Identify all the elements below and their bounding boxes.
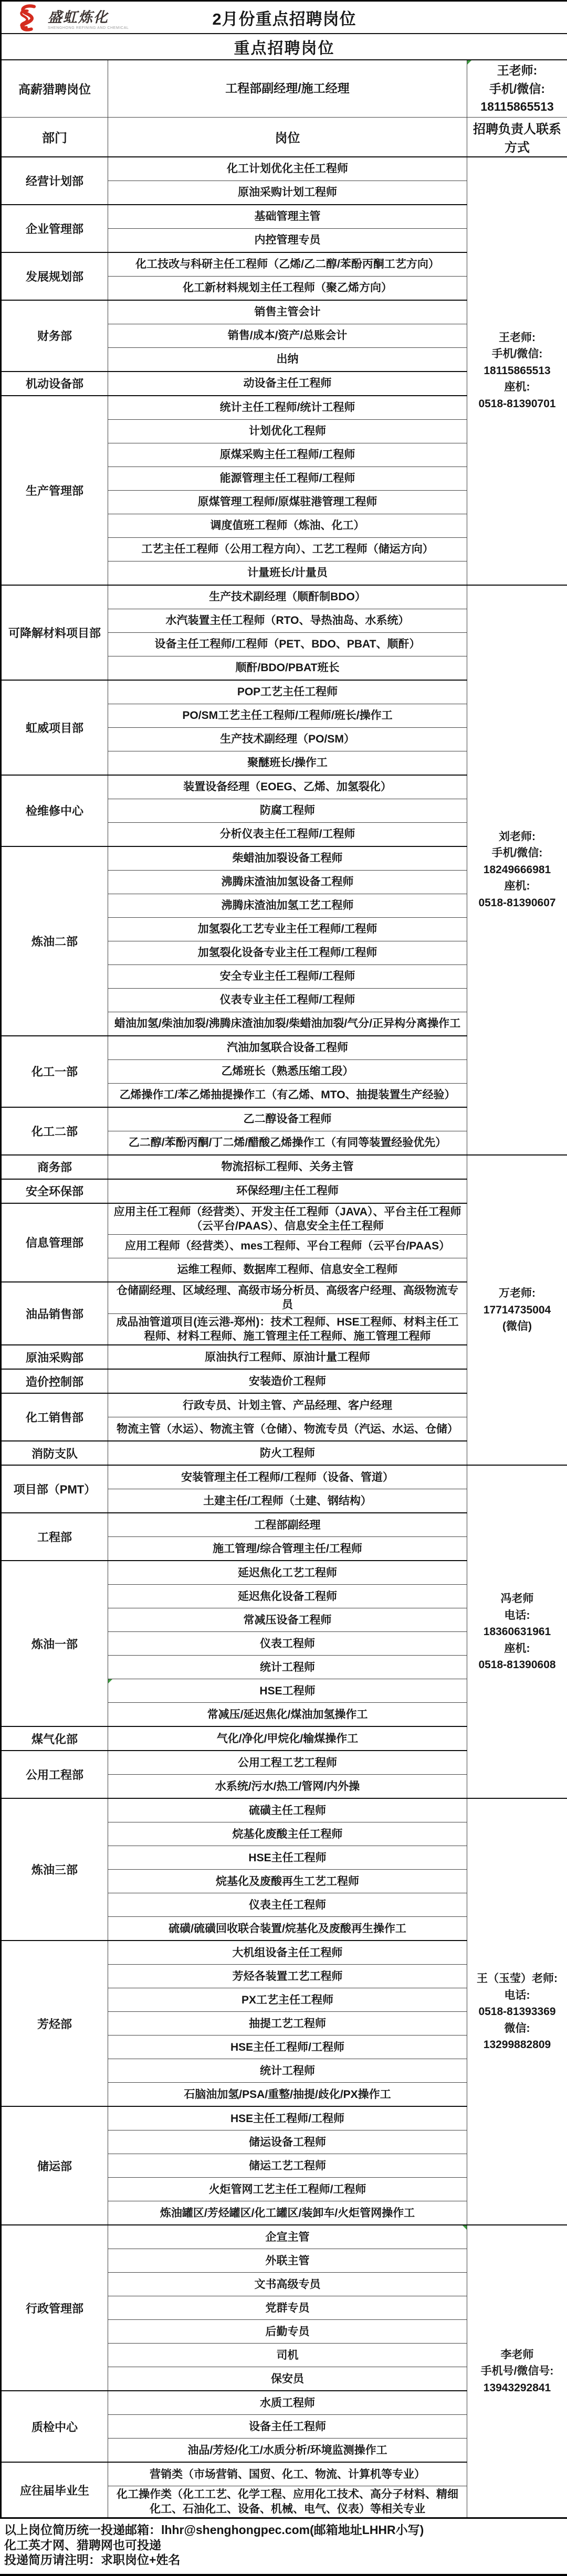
position-cell: 统计主任工程师/统计工程师 [108,396,467,420]
company-tagline: SHENGHONG REFINING AND CHEMICAL [48,26,129,30]
position-cell: 保安员 [108,2367,467,2391]
position-cell: 防腐工程师 [108,799,467,822]
position-cell: 司机 [108,2344,467,2367]
position-cell: 水系统/污水/热工/管网/内外操 [108,1775,467,1799]
position-cell: 化工操作类（化工工艺、化学工程、应用化工技术、高分子材料、精细化工、石油化工、设备、机械、电气、仪表）等相关专业 [108,2486,467,2518]
position-cell: 石脑油加氢/PSA/重整/抽提/歧化/PX操作工 [108,2083,467,2107]
contact-line: 手机/微信: [470,845,564,862]
position-cell: 统计工程师 [108,2059,467,2083]
position-cell: 常减压/延迟焦化/煤油加氢操作工 [108,1703,467,1727]
position-cell: 油品/芳烃/化工/水质分析/环境监测操作工 [108,2439,467,2463]
dept-cell: 商务部 [1,1155,108,1179]
position-cell: 施工管理/综合管理主任/工程师 [108,1537,467,1561]
position-cell: 销售/成本/资产/总账会计 [108,324,467,347]
contact-cell [467,2225,567,2518]
position-cell: 仪表专业主任工程师/工程师 [108,988,467,1012]
contact-line: 0518-81390701 [470,396,564,412]
col-header-dept: 部门 [1,117,108,157]
contact-line: 王（玉莹）老师: [470,1970,564,1987]
contact-line: 0518-81390607 [470,895,564,911]
position-cell: 乙烯班长（熟悉压缩工段） [108,1059,467,1083]
position-cell: 销售主管会计 [108,300,467,324]
position-cell: 安全专业主任工程师/工程师 [108,964,467,988]
position-cell: 气化/净化/甲烷化/输煤操作工 [108,1726,467,1751]
position-cell: 加氢裂化设备专业主任工程师/工程师 [108,941,467,964]
footer-line: 投递简历请注明：求职岗位+姓名 [4,2552,563,2568]
column-header-row [1,117,567,157]
position-cell: 水质工程师 [108,2391,467,2415]
position-cell: 计量班长/计量员 [108,561,467,585]
position-cell: 烷基化及废酸再生工艺工程师 [108,1870,467,1893]
position-cell: 原油执行工程师、原油计量工程师 [108,1345,467,1369]
position-cell: 防火工程师 [108,1441,467,1465]
position-cell: 工程部副经理/施工经理 [108,60,467,117]
dept-cell: 财务部 [1,300,108,372]
position-cell: 计划优化工程师 [108,419,467,443]
contact-line: 手机/微信: [470,80,564,98]
contact-line: 18115865513 [470,98,564,116]
contact-line: 18249666981 [470,862,564,878]
position-cell: 乙二醇/苯酚丙酮/丁二烯/醋酸乙烯操作工（有同等装置经验优先） [108,1131,467,1155]
position-cell: 芳烃各装置工艺工程师 [108,1965,467,1988]
position-cell: HSE主任工程师/工程师 [108,2106,467,2130]
position-cell: 聚醚班长/操作工 [108,751,467,775]
dept-cell: 企业管理部 [1,205,108,252]
dept-cell: 检维修中心 [1,775,108,846]
excel-flag-icon [463,2225,467,2230]
position-cell: 行政专员、计划主管、产品经理、客户经理 [108,1393,467,1417]
position-cell: 分析仪表主任工程师/工程师 [108,822,467,846]
position-cell: PX工艺主任工程师 [108,1988,467,2012]
position-cell: 储运设备工程师 [108,2130,467,2154]
section-title: 重点招聘岗位 [1,34,567,60]
table-row [1,1798,567,1822]
dept-cell: 储运部 [1,2106,108,2225]
table-row [1,1155,567,1179]
position-cell: 炼油罐区/芳烃罐区/化工罐区/装卸车/火炬管网操作工 [108,2201,467,2225]
position-cell: POP工艺主任工程师 [108,680,467,704]
position-cell: 化工新材料规划主任工程师（聚乙烯方向） [108,276,467,300]
position-cell: 延迟焦化工艺工程师 [108,1561,467,1585]
contact-line: 李老师 [470,2347,564,2363]
dept-cell: 芳烃部 [1,1941,108,2106]
position-cell: 党群专员 [108,2296,467,2320]
position-cell: 仪表主任工程师 [108,1893,467,1917]
position-cell: 后勤专员 [108,2320,467,2344]
contact-line: 座机: [470,1640,564,1657]
position-cell: 加氢裂化工艺专业主任工程师/工程师 [108,917,467,941]
footer-notes [0,2519,567,2576]
contact-line: 0518-81390608 [470,1657,564,1673]
position-cell: HSE主任工程师/工程师 [108,2036,467,2059]
position-cell: 沸腾床渣油加氢工艺工程师 [108,894,467,917]
contact-line: 13299882809 [470,2037,564,2053]
dept-cell: 炼油二部 [1,846,108,1036]
contact-line: 手机号/微信号: [470,2363,564,2380]
position-cell: 硫磺/硫磺回收联合装置/烷基化及废酸再生操作工 [108,1917,467,1941]
dept-cell: 高薪猎聘岗位 [1,60,108,117]
dept-cell: 炼油一部 [1,1561,108,1726]
position-cell: 沸腾床渣油加氢设备工程师 [108,870,467,894]
position-cell: 企宣主管 [108,2225,467,2249]
company-name: 盛虹炼化 [48,10,129,25]
position-cell: 统计工程师 [108,1656,467,1679]
position-cell: 乙烯操作工/苯乙烯抽提操作工（有乙烯、MTO、抽提装置生产经验） [108,1083,467,1107]
position-cell: 基础管理主管 [108,205,467,229]
position-cell: 生产技术副经理（PO/SM） [108,727,467,751]
contact-line: 万老师: [470,1285,564,1302]
footer-line: 化工英才网、猎聘网也可投递 [4,2538,563,2553]
dept-cell: 经营计划部 [1,157,108,205]
position-cell: 外联主管 [108,2249,467,2273]
position-cell: 调度值班工程师（炼油、化工） [108,514,467,537]
position-cell: HSE主任工程师 [108,1846,467,1870]
dept-cell: 化工销售部 [1,1393,108,1441]
col-header-position: 岗位 [108,117,467,157]
contact-line: 座机: [470,878,564,895]
position-cell: 设备主任工程师/工程师（PET、BDO、PBAT、顺酐） [108,632,467,656]
contact-line: 电话: [470,1607,564,1624]
contact-line: (微信) [470,1318,564,1335]
contact-cell [467,1465,567,1798]
contact-line: 13943292841 [470,2380,564,2397]
position-cell: 应用工程师（经营类）、mes工程师、平台工程师（云平台/PAAS） [108,1235,467,1258]
dept-cell: 公用工程部 [1,1751,108,1798]
dept-cell: 油品销售部 [1,1282,108,1345]
position-cell: 原煤采购主任工程师/工程师 [108,443,467,467]
dept-cell: 化工一部 [1,1036,108,1107]
logo-swirl-icon [15,4,44,36]
dept-cell: 造价控制部 [1,1369,108,1393]
table-row [1,2225,567,2249]
position-cell: 设备主任工程师 [108,2415,467,2439]
position-cell: 大机组设备主任工程师 [108,1941,467,1965]
contact-line: 冯老师 [470,1591,564,1607]
dept-cell: 机动设备部 [1,372,108,396]
table-row [1,1465,567,1489]
position-cell: 化工技改与科研主任工程师（乙烯/乙二醇/苯酚丙酮工艺方向） [108,252,467,277]
position-cell: 物流主管（水运）、物流主管（仓储）、物流专员（汽运、水运、仓储） [108,1417,467,1441]
position-cell: 蜡油加氢/柴油加裂/沸腾床渣油加裂/柴蜡油加裂/气分/正异构分离操作工 [108,1012,467,1036]
dept-cell: 可降解材料项目部 [1,585,108,680]
position-cell: 水汽装置主任工程师（RTO、导热油岛、水系统） [108,609,467,632]
subtitle-row [1,34,567,60]
position-cell: 化工计划优化主任工程师 [108,157,467,181]
dept-cell: 质检中心 [1,2391,108,2462]
dept-cell: 煤气化部 [1,1726,108,1751]
position-cell: 硫磺主任工程师 [108,1798,467,1822]
dept-cell: 信息管理部 [1,1203,108,1282]
contact-cell [467,1798,567,2225]
dept-cell: 生产管理部 [1,396,108,585]
contact-line: 座机: [470,379,564,396]
position-cell: 环保经理/主任工程师 [108,1179,467,1203]
position-cell: 储运工艺工程师 [108,2154,467,2178]
position-cell: 内控管理专员 [108,228,467,252]
contact-line: 电话: [470,1987,564,2004]
contact-cell [467,585,567,1155]
position-cell: 安装造价工程师 [108,1369,467,1393]
dept-cell: 安全环保部 [1,1179,108,1203]
position-cell: 应用主任工程师（经营类）、开发主任工程师（JAVA）、平台主任工程师（云平台/PAAS）、信息安全主任工程师 [108,1203,467,1235]
position-cell: 营销类（市场营销、国贸、化工、物流、计算机等专业） [108,2462,467,2486]
dept-cell: 虹威项目部 [1,680,108,775]
position-cell: HSE工程师 [108,1679,467,1703]
contact-line: 17714735004 [470,1302,564,1319]
position-cell: 文书高级专员 [108,2273,467,2296]
dept-cell: 炼油三部 [1,1798,108,1941]
dept-cell: 工程部 [1,1513,108,1561]
dept-cell: 消防支队 [1,1441,108,1465]
position-cell: 生产技术副经理（顺酐制BDO） [108,585,467,609]
position-cell: 原煤管理工程师/原煤驻港管理工程师 [108,490,467,514]
dept-cell: 应往届毕业生 [1,2462,108,2518]
contact-line: 18360631961 [470,1624,564,1640]
position-cell: 烷基化废酸主任工程师 [108,1822,467,1846]
dept-cell: 项目部（PMT） [1,1465,108,1513]
position-cell: 常减压设备工程师 [108,1608,467,1632]
position-cell: 安装管理主任工程师/工程师（设备、管道） [108,1465,467,1489]
position-cell: 动设备主任工程师 [108,372,467,396]
title-cell [1,1,567,34]
position-cell: 柴蜡油加裂设备工程师 [108,846,467,871]
contact-line: 0518-81393369 [470,2003,564,2020]
position-cell: 汽油加氢联合设备工程师 [108,1036,467,1060]
position-cell: PO/SM工艺主任工程师/工程师/班长/操作工 [108,704,467,727]
excel-flag-icon [467,60,471,65]
contact-line: 王老师: [470,330,564,346]
table-row [1,157,567,181]
contact-line: 微信: [470,2020,564,2037]
position-cell: 运维工程师、数据库工程师、信息安全工程师 [108,1258,467,1282]
contact-line: 手机/微信: [470,346,564,363]
position-cell: 物流招标工程师、关务主管 [108,1155,467,1179]
col-header-contact: 招聘负责人联系方式 [467,117,567,157]
position-cell: 工程部副经理 [108,1513,467,1537]
position-cell: 原油采购计划工程师 [108,181,467,205]
contact-line: 刘老师: [470,829,564,845]
contact-line: 18115865513 [470,363,564,379]
position-cell: 火炬管网工艺主任工程师/工程师 [108,2178,467,2201]
position-cell: 顺酐/BDO/PBAT班长 [108,656,467,680]
company-logo [15,4,129,36]
position-cell: 延迟焦化设备工程师 [108,1585,467,1608]
table-row [1,585,567,609]
position-cell: 土建主任/工程师（土建、钢结构） [108,1489,467,1513]
position-cell: 抽提工艺工程师 [108,2012,467,2036]
position-cell: 仪表工程师 [108,1632,467,1656]
page-title: 2月份重点招聘岗位 [212,10,356,28]
dept-cell: 行政管理部 [1,2225,108,2391]
title-row [1,1,567,34]
position-cell: 公用工程工艺工程师 [108,1751,467,1775]
position-cell: 工艺主任工程师（公用工程方向）、工艺工程师（储运方向） [108,537,467,561]
dept-cell: 原油采购部 [1,1345,108,1369]
dept-cell: 化工二部 [1,1107,108,1155]
dept-cell: 发展规划部 [1,252,108,300]
position-cell: 能源管理主任工程师/工程师 [108,467,467,490]
contact-line: 王老师: [470,61,564,80]
excel-flag-icon [108,1679,112,1683]
contact-cell [467,1155,567,1466]
hot-job-row [1,60,567,117]
position-cell: 乙二醇设备工程师 [108,1107,467,1131]
position-cell: 出纳 [108,347,467,372]
contact-cell [467,157,567,585]
footer-line: 以上岗位简历统一投递邮箱：lhhr@shenghongpec.com(邮箱地址LHHR小写) [4,2522,563,2538]
position-cell: 仓储副经理、区域经理、高级市场分析员、高级客户经理、高级物流专员 [108,1282,467,1313]
position-cell: 装置设备经理（EOEG、乙烯、加氢裂化） [108,775,467,799]
contact-cell [467,60,567,117]
position-cell: 成品油管道项目(连云港-郑州)：技术工程师、HSE工程师、材料主任工程师、材料工程师、施工管理主任工程师、施工管理工程师 [108,1313,467,1345]
